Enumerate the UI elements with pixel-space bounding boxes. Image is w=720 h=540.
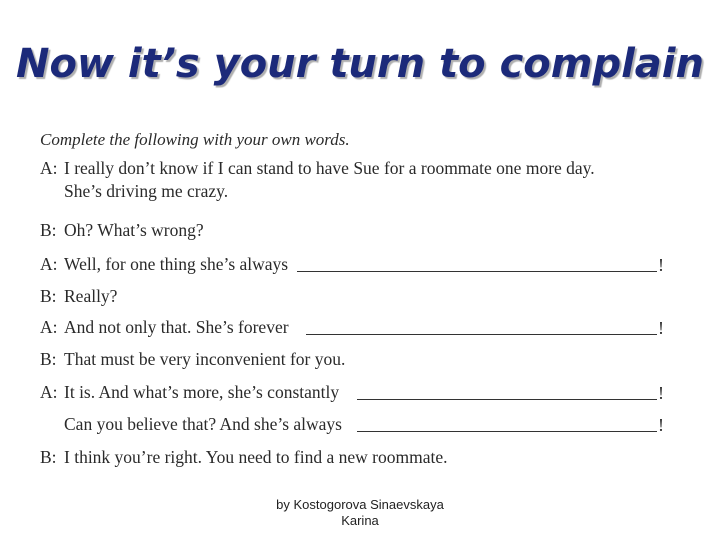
- exercise-instruction: Complete the following with your own words.: [40, 130, 350, 149]
- answer-blank-2[interactable]: [306, 334, 657, 335]
- exclamation-mark: !: [658, 383, 664, 403]
- dialogue-text: I really don’t know if I can stand to have Sue for a roommate one more day.: [64, 158, 595, 178]
- speaker-label: B:: [40, 447, 57, 467]
- answer-blank-1[interactable]: [297, 271, 657, 272]
- author-credit: [260, 497, 460, 529]
- dialogue-line-4: [40, 288, 680, 306]
- dialogue-text: That must be very inconvenient for you.: [64, 349, 346, 369]
- speaker-label: A:: [40, 382, 58, 402]
- speaker-label: A:: [40, 158, 58, 178]
- dialogue-line-1-continued: She’s driving me crazy.: [64, 181, 229, 201]
- exclamation-mark: !: [658, 318, 664, 338]
- dialogue-line-6: [40, 351, 680, 369]
- dialogue-text: It is. And what’s more, she’s constantly: [64, 382, 340, 402]
- speaker-label: A:: [40, 317, 58, 337]
- dialogue-line-7-continued: Can you believe that? And she’s always: [64, 414, 342, 434]
- dialogue-text: Really?: [64, 286, 118, 306]
- dialogue-line-8: [40, 449, 680, 467]
- speaker-label: B:: [40, 286, 57, 306]
- dialogue-text: I think you’re right. You need to find a new roommate.: [64, 447, 448, 467]
- dialogue-line-2: [40, 222, 680, 240]
- author-credit-line-1: by Kostogorova Sinaevskaya: [276, 497, 444, 512]
- author-credit-line-2: Karina: [341, 513, 379, 528]
- dialogue-text: Well, for one thing she’s always: [64, 254, 289, 274]
- exclamation-mark: !: [658, 255, 664, 275]
- dialogue-text: Oh? What’s wrong?: [64, 220, 204, 240]
- dialogue-line-1: [40, 160, 680, 178]
- answer-blank-4[interactable]: [357, 431, 657, 432]
- speaker-label: B:: [40, 349, 57, 369]
- speaker-label: A:: [40, 254, 58, 274]
- exclamation-mark: !: [658, 415, 664, 435]
- slide-title: Now it’s your turn to complain: [16, 41, 704, 87]
- speaker-label: B:: [40, 220, 57, 240]
- answer-blank-3[interactable]: [357, 399, 657, 400]
- dialogue-text: And not only that. She’s forever: [64, 317, 289, 337]
